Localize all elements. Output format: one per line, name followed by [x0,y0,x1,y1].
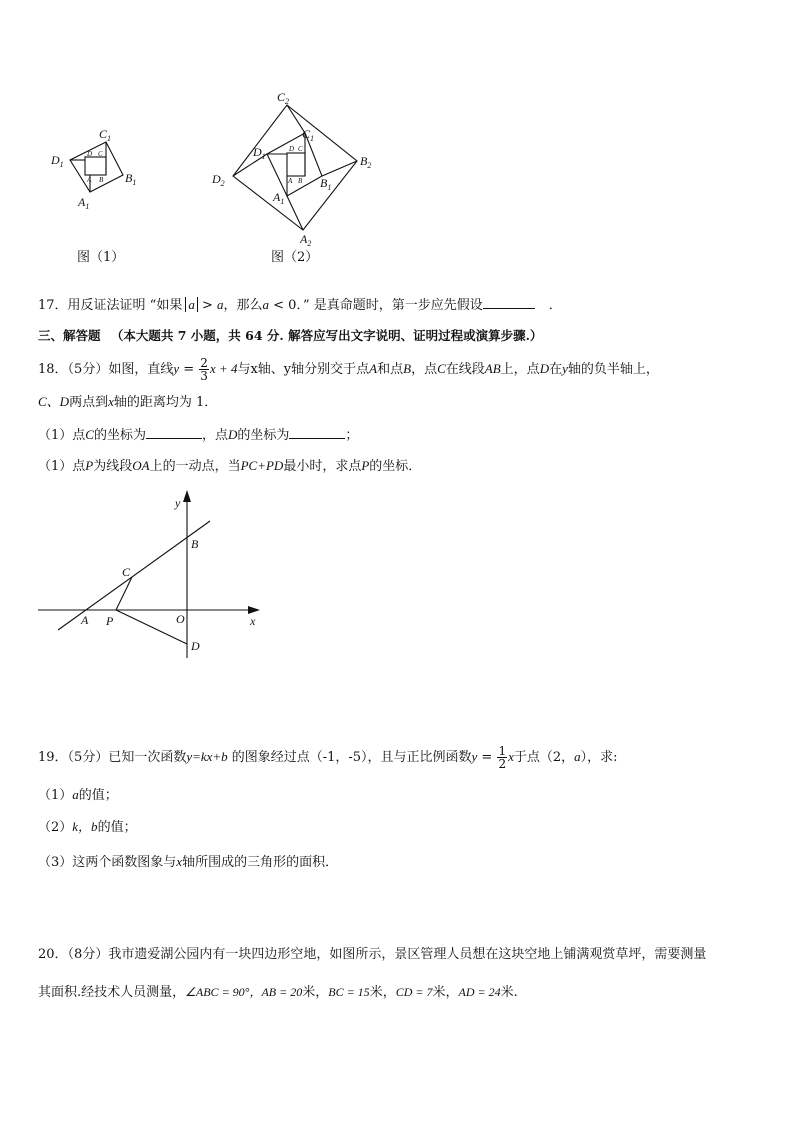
y-axis-arrow [183,490,191,502]
fig1-label-b: B [99,176,104,184]
q18-B: B [403,361,412,376]
fig1-label-d: D [87,150,93,158]
q18-line2-c: 轴的距离均为 1． [113,395,218,410]
q18-text-h: 轴的负半轴上， [567,362,659,377]
q18-sub1-d: 的坐标为 [237,428,290,443]
q19-y: y [471,749,478,764]
fig1-inner-square [85,157,106,175]
q18-text-d: ，点 [411,362,438,377]
q18-sub2-P: P [85,458,94,473]
fig2-label-b: B [298,177,303,185]
q18-sub2-PCPD: PC+PD [240,458,284,473]
q19-sub3-x: x [176,854,183,869]
q17-answer-blank[interactable] [483,296,535,309]
q19-sub1-b: 的值； [78,788,118,803]
q19-sub3-b: 轴所围成的三角形的面积． [182,855,339,870]
q18-eq: = [179,362,199,377]
q19-frac-den: 2 [498,757,507,771]
q18-sub2-e: 的坐标． [369,459,422,474]
fig2-label-c1: $C_1$ [302,127,315,143]
q20-bc: BC = 15 [328,985,370,999]
fig2-label-c2: $C_2$ [277,90,290,106]
q18-intro: 18．（5分）如图，直线 [38,362,174,377]
q18-c-answer-blank[interactable] [146,426,202,439]
label-x: x [250,614,256,628]
question-18-sub-2 [38,457,421,476]
fig2-line [287,196,303,230]
q20-line2-a: 其面积.经技术人员测量， [38,985,186,1000]
q18-y: y [173,361,180,376]
q18-sub2-a: （1）点 [38,459,86,474]
q19-sub1-it: a [72,787,79,802]
q19-fn: y=kx+b [186,749,228,764]
q18-frac-den: 3 [200,369,208,383]
fig2-label-a2: $A_2$ [300,232,312,248]
fig2-label-d2: $D_2$ [212,172,225,188]
fig1-label-a1: $A_1$ [78,195,90,211]
q17-mid: ，那么 [223,298,263,313]
q18-text-g: 在 [549,362,563,377]
q18-sub1-D: D [227,427,238,442]
q18-sub1-b: 的坐标为 [93,428,146,443]
question-18-sub-1 [38,426,358,445]
fig1-label-d1: $D_1$ [51,153,64,169]
q20-cd: CD = 7 [395,985,433,999]
fig2-label-d1: $D_1$ [253,145,266,161]
section-3-heading [38,327,542,345]
q17-end: ． [548,298,562,313]
question-20-line-1: 20．（8分）我市遗爱湖公园内有一块四边形空地，如图所示，景区管理人员想在这块空地上铺满观赏草坪，需要测量 [38,947,707,962]
fig2-label-c: C [298,145,303,153]
q17-abs-a: a [185,297,198,312]
q19-a: a [574,749,581,764]
q19-sub1-a: （1） [38,788,73,803]
q18-sub2-c: 上的一动点，当 [149,459,241,474]
q19-text-c: 于点（2， [513,750,575,765]
q18-d-answer-blank[interactable] [289,426,345,439]
q18-C: C [437,361,446,376]
question-17 [38,296,562,315]
q18-A: A [369,361,378,376]
question-20-line-2 [38,983,518,1002]
q19-x: x [508,749,514,764]
q17-a2: a [262,297,270,312]
q18-AB: AB [484,361,501,376]
q20-m3: 米， [432,985,459,1000]
q18-sub2-P2: P [361,458,370,473]
fig1-label-c1: $C_1$ [99,127,112,143]
q18-text-f: 上，点 [500,362,540,377]
q20-m1: 米， [302,985,329,1000]
q18-sub1-C: C [85,427,94,442]
q20-m2: 米， [369,985,396,1000]
fig2-outer-square [233,105,357,230]
q17-a: a [217,297,224,312]
fig1-outer-square [70,142,123,192]
q19-text-b: 的图象经过点（-1，-5），且与正比例函数 [231,750,472,765]
q18-frac-num: 2 [200,356,208,370]
q18-sub2-d: 最小时，求点 [283,459,362,474]
q20-angle: ∠ABC = 90°， [185,985,262,999]
figure-2 [205,88,390,248]
fig1-label-c: C [98,150,103,158]
q17-lt0: < 0．” 是真命题时，第一步应先假设 [269,298,483,313]
q19-eq: = [477,750,497,765]
section-3-title: 三、解答题 [38,328,101,343]
q19-sub3-a: （3）这两个函数图象与 [38,855,177,870]
section-3-note: （本大题共 7 小题，共 64 分. 解答应写出文字说明、证明过程或演算步骤.） [110,328,543,343]
q18-sub1-a: （1）点 [38,428,86,443]
label-P: P [106,614,114,628]
q19-sub2-it: k，b [72,819,98,834]
label-B: B [191,537,199,551]
q19-intro: 19．（5分）已知一次函数 [38,750,187,765]
q20-m4: 米. [500,985,518,1000]
q18-sub2-OA: OA [132,458,150,473]
label-C: C [122,565,131,579]
q19-sub2-a: （2） [38,820,73,835]
q18-fraction [199,357,209,382]
q20-ab: AB = 20 [261,985,303,999]
fig1-label-b1: $B_1$ [125,171,137,187]
q19-fraction [497,745,507,770]
q20-ad: AD = 24 [458,985,501,999]
fig2-label-b1: $B_1$ [320,176,332,192]
q18-text-c: 与x轴、y轴分别交于点 [237,362,370,377]
label-y: y [175,496,181,510]
label-A: A [81,613,89,627]
q17-gt: > [197,298,217,313]
figure-1 [40,120,150,215]
q18-coordinate-figure [36,488,266,663]
figure-2-caption: 图（2） [271,250,319,265]
fig2-label-d: D [289,145,295,153]
fig1-label-a: A [87,176,92,184]
q18-cd: C、D [38,394,70,409]
q18-text-e: 在线段 [445,362,485,377]
q19-text-d: ），求: [580,750,618,765]
q18-line2-b: 两点到 [69,395,109,410]
fig2-label-a: A [288,177,293,185]
fig2-label-a1: $A_1$ [273,190,285,206]
q17-prefix: 17．用反证法证明 “如果 [38,298,183,313]
q18-x: x [108,394,114,409]
q18-sub1-e: ； [345,428,359,443]
q19-frac-num: 1 [498,744,507,758]
q18-yaxis: y [562,361,568,376]
q18-D: D [539,361,550,376]
q19-sub2-b: 的值； [97,820,137,835]
q18-sub1-c: ，点 [201,428,228,443]
question-18-line-1 [38,357,659,382]
question-19-line-1 [38,745,618,770]
q18-x4: x + 4 [209,361,238,376]
label-O: O [176,612,185,626]
x-axis-arrow [248,606,260,614]
q18-sub2-b: 为线段 [93,459,133,474]
question-19-sub-2 [38,818,137,837]
question-18-line-2 [38,393,217,412]
question-19-sub-1 [38,786,118,805]
label-D: D [191,639,200,653]
question-19-sub-3 [38,853,338,872]
figure-1-caption: 图（1） [77,250,125,265]
fig2-label-b2: $B_2$ [360,154,372,170]
fig2-inner-square [287,153,305,176]
q18-and: 和点 [377,362,404,377]
